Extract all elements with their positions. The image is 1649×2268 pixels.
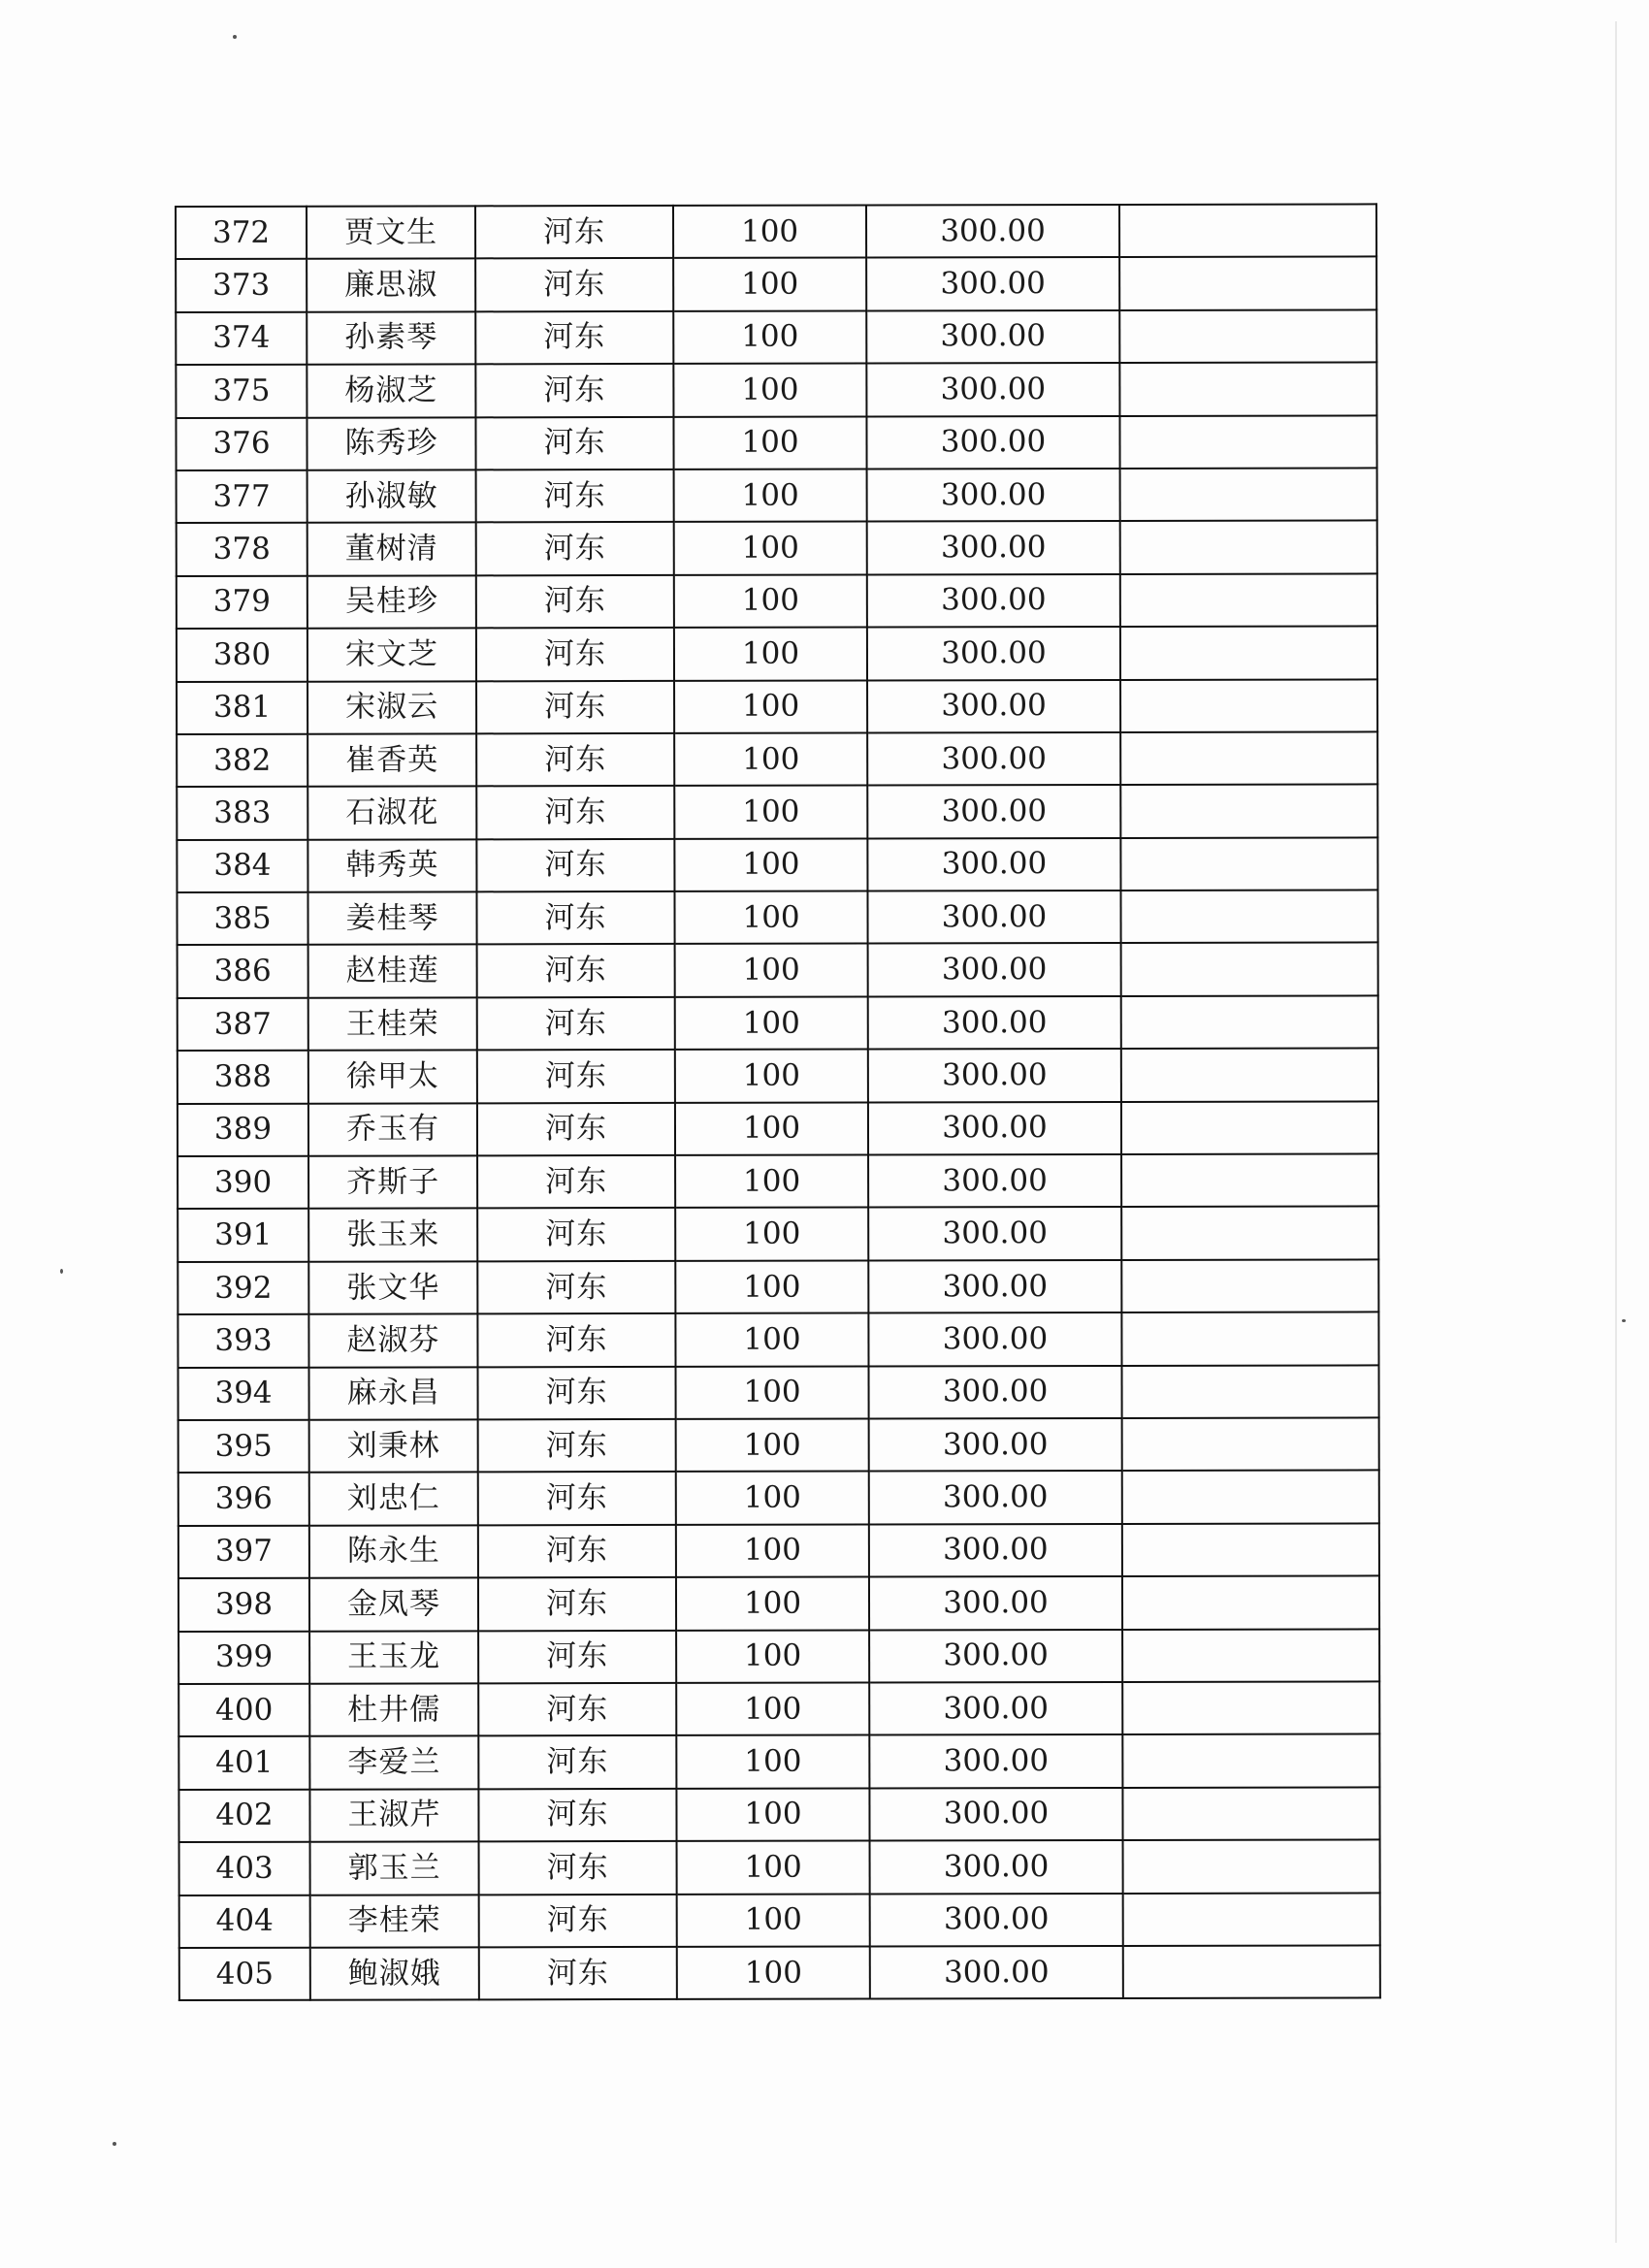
table-row: [177, 890, 1377, 945]
person-name-cell: 杜井儒: [309, 1683, 478, 1736]
amount-cell: 300.00: [867, 679, 1120, 732]
amount-cell: 300.00: [868, 1102, 1121, 1155]
table-row: [177, 627, 1377, 682]
person-name-cell: 刘忠仁: [309, 1473, 478, 1526]
quantity-cell: 100: [676, 1788, 869, 1841]
region-cell: 河东: [477, 997, 675, 1051]
amount-cell: 300.00: [868, 996, 1121, 1050]
note-cell: [1122, 1681, 1379, 1734]
person-name-cell: 姜桂琴: [307, 891, 476, 945]
table-row: [177, 573, 1377, 629]
quantity-cell: 100: [675, 996, 868, 1050]
quantity-cell: 100: [674, 522, 867, 575]
quantity-cell: 100: [675, 1260, 868, 1313]
note-cell: [1121, 1259, 1378, 1312]
quantity-cell: 100: [674, 469, 867, 522]
note-cell: [1119, 363, 1376, 416]
quantity-cell: 100: [674, 680, 867, 733]
amount-cell: 300.00: [866, 257, 1119, 310]
table-row: [178, 1365, 1379, 1420]
amount-cell: 300.00: [870, 1893, 1123, 1946]
region-cell: 河东: [478, 1630, 676, 1683]
table-row: [178, 1101, 1378, 1156]
region-cell: 河东: [477, 1050, 675, 1103]
amount-cell: 300.00: [869, 1418, 1122, 1472]
person-name-cell: 徐甲太: [308, 1051, 477, 1104]
table-row: [178, 1049, 1378, 1104]
amount-cell: 300.00: [869, 1788, 1122, 1841]
note-cell: [1121, 943, 1378, 996]
table-row: [177, 785, 1377, 840]
note-cell: [1121, 1101, 1378, 1154]
table-row: [177, 468, 1377, 523]
scan-speck: [1622, 1319, 1626, 1322]
region-cell: 河东: [478, 1735, 676, 1789]
table-row: [178, 995, 1378, 1051]
region-cell: 河东: [476, 839, 674, 892]
person-name-cell: 王淑芹: [309, 1789, 478, 1842]
amount-cell: 300.00: [868, 1049, 1121, 1102]
quantity-cell: 100: [676, 1577, 869, 1631]
person-name-cell: 鲍淑娥: [310, 1947, 479, 2000]
note-cell: [1123, 1893, 1380, 1946]
person-name-cell: 赵淑芬: [308, 1314, 477, 1368]
quantity-cell: 100: [675, 1102, 868, 1155]
note-cell: [1121, 1207, 1378, 1260]
person-name-cell: 董树清: [307, 523, 476, 576]
note-cell: [1120, 731, 1377, 785]
quantity-cell: 100: [676, 1682, 869, 1735]
note-cell: [1122, 1523, 1379, 1576]
scan-edge-line: [1615, 21, 1617, 2243]
person-name-cell: 石淑花: [307, 787, 476, 840]
amount-cell: 300.00: [866, 416, 1119, 470]
row-number-cell: 401: [178, 1736, 309, 1790]
table-row: [178, 1681, 1379, 1736]
person-name-cell: 麻永昌: [309, 1367, 478, 1420]
amount-cell: 300.00: [870, 1946, 1123, 1999]
row-number-cell: 381: [177, 681, 307, 734]
quantity-cell: 100: [673, 258, 866, 311]
note-cell: [1121, 995, 1378, 1049]
quantity-cell: 100: [675, 1155, 868, 1209]
row-number-cell: 374: [176, 311, 307, 365]
region-cell: 河东: [479, 1841, 677, 1895]
region-cell: 河东: [477, 1261, 675, 1314]
row-number-cell: 386: [178, 945, 308, 998]
note-cell: [1119, 257, 1376, 310]
person-name-cell: 杨淑芝: [307, 365, 475, 418]
quantity-cell: 100: [676, 1630, 869, 1683]
row-number-cell: 391: [178, 1209, 308, 1262]
amount-cell: 300.00: [869, 1734, 1122, 1788]
note-cell: [1122, 1365, 1379, 1418]
quantity-cell: 100: [676, 1524, 869, 1577]
note-cell: [1121, 1153, 1378, 1207]
row-number-cell: 377: [177, 470, 307, 524]
region-cell: 河东: [478, 1789, 676, 1842]
row-number-cell: 380: [177, 629, 307, 682]
table-row: [176, 204, 1376, 259]
table-row: [178, 1629, 1379, 1684]
amount-cell: 300.00: [869, 1630, 1122, 1683]
amount-cell: 300.00: [870, 1840, 1123, 1894]
row-number-cell: 375: [176, 365, 307, 418]
quantity-cell: 100: [674, 838, 867, 891]
person-name-cell: 贾文生: [307, 206, 475, 259]
table-row: [177, 521, 1377, 576]
table-row: [178, 1207, 1378, 1262]
amount-cell: 300.00: [867, 627, 1120, 680]
note-cell: [1122, 1629, 1379, 1682]
quantity-cell: 100: [677, 1894, 870, 1947]
note-cell: [1122, 1576, 1379, 1630]
scan-speck: [60, 1269, 63, 1274]
row-number-cell: 373: [176, 259, 307, 312]
table-row: [176, 257, 1376, 312]
row-number-cell: 376: [176, 417, 307, 470]
quantity-cell: 100: [674, 732, 867, 786]
quantity-cell: 100: [674, 628, 867, 681]
quantity-cell: 100: [673, 206, 866, 259]
person-name-cell: 李爱兰: [309, 1736, 478, 1790]
row-number-cell: 395: [178, 1420, 309, 1474]
row-number-cell: 384: [177, 839, 307, 892]
table-row: [176, 363, 1376, 418]
person-name-cell: 孙素琴: [307, 311, 475, 365]
amount-cell: 300.00: [866, 205, 1119, 258]
person-name-cell: 赵桂莲: [308, 945, 477, 998]
amount-cell: 300.00: [869, 1682, 1122, 1735]
table-row: [179, 1840, 1380, 1895]
person-name-cell: 齐斯子: [308, 1155, 477, 1209]
amount-cell: 300.00: [868, 943, 1121, 996]
amount-cell: 300.00: [866, 310, 1119, 364]
row-number-cell: 403: [179, 1842, 310, 1895]
person-name-cell: 孙淑敏: [307, 470, 476, 523]
region-cell: 河东: [475, 258, 673, 311]
region-cell: 河东: [475, 311, 673, 365]
quantity-cell: 100: [677, 1841, 870, 1895]
note-cell: [1123, 1840, 1380, 1894]
scan-speck: [233, 35, 237, 39]
note-cell: [1119, 309, 1376, 363]
note-cell: [1120, 521, 1377, 574]
quantity-cell: 100: [674, 574, 867, 628]
region-cell: 河东: [477, 1313, 675, 1367]
person-name-cell: 张玉来: [308, 1209, 477, 1262]
row-number-cell: 378: [177, 523, 307, 576]
roster-table-wrapper: [175, 203, 1379, 2001]
person-name-cell: 吴桂珍: [307, 575, 476, 629]
row-number-cell: 404: [179, 1895, 310, 1948]
row-number-cell: 405: [179, 1948, 310, 2001]
table-row: [178, 1153, 1378, 1209]
person-name-cell: 郭玉兰: [310, 1841, 479, 1895]
quantity-cell: 100: [676, 1735, 869, 1789]
table-row: [178, 1787, 1379, 1842]
scan-speck: [113, 2142, 116, 2146]
region-cell: 河东: [476, 891, 674, 945]
roster-table-body: [176, 204, 1380, 2000]
region-cell: 河东: [475, 416, 673, 470]
roster-table: [175, 203, 1381, 2001]
region-cell: 河东: [478, 1419, 676, 1473]
region-cell: 河东: [475, 206, 673, 259]
row-number-cell: 399: [178, 1631, 309, 1684]
person-name-cell: 张文华: [308, 1261, 477, 1314]
person-name-cell: 李桂荣: [310, 1895, 479, 1948]
region-cell: 河东: [478, 1683, 676, 1736]
region-cell: 河东: [477, 1155, 675, 1209]
note-cell: [1119, 204, 1376, 257]
amount-cell: 300.00: [869, 1576, 1122, 1630]
table-row: [178, 1417, 1379, 1473]
region-cell: 河东: [475, 364, 673, 417]
person-name-cell: 崔香英: [307, 733, 476, 787]
person-name-cell: 刘秉林: [309, 1419, 478, 1473]
row-number-cell: 382: [177, 734, 307, 788]
note-cell: [1120, 890, 1377, 943]
region-cell: 河东: [477, 1208, 675, 1261]
amount-cell: 300.00: [867, 521, 1120, 574]
row-number-cell: 387: [178, 998, 308, 1052]
table-row: [176, 415, 1376, 470]
amount-cell: 300.00: [868, 1260, 1121, 1313]
quantity-cell: 100: [675, 944, 868, 997]
region-cell: 河东: [476, 628, 674, 681]
row-number-cell: 400: [178, 1684, 309, 1737]
amount-cell: 300.00: [867, 574, 1120, 628]
person-name-cell: 王桂荣: [308, 997, 477, 1051]
note-cell: [1122, 1787, 1379, 1840]
row-number-cell: 383: [177, 787, 307, 840]
table-row: [177, 679, 1377, 734]
person-name-cell: 廉思淑: [307, 259, 475, 312]
note-cell: [1122, 1417, 1379, 1471]
person-name-cell: 陈永生: [309, 1525, 478, 1578]
row-number-cell: 402: [178, 1789, 309, 1842]
amount-cell: 300.00: [868, 1312, 1121, 1366]
table-row: [178, 1576, 1379, 1632]
table-row: [177, 837, 1377, 892]
region-cell: 河东: [479, 1947, 677, 2000]
person-name-cell: 宋文芝: [307, 628, 476, 681]
table-row: [179, 1945, 1380, 2000]
quantity-cell: 100: [676, 1418, 869, 1472]
person-name-cell: 金凤琴: [309, 1578, 478, 1632]
region-cell: 河东: [478, 1525, 676, 1578]
note-cell: [1120, 837, 1377, 891]
row-number-cell: 394: [178, 1367, 309, 1420]
quantity-cell: 100: [673, 364, 866, 417]
quantity-cell: 100: [676, 1472, 869, 1525]
row-number-cell: 389: [178, 1103, 308, 1156]
row-number-cell: 392: [178, 1262, 308, 1315]
quantity-cell: 100: [674, 891, 867, 945]
table-row: [178, 1312, 1378, 1368]
quantity-cell: 100: [675, 1050, 868, 1103]
quantity-cell: 100: [673, 310, 866, 364]
region-cell: 河东: [476, 522, 674, 575]
table-row: [178, 1259, 1378, 1314]
quantity-cell: 100: [676, 1366, 869, 1419]
row-number-cell: 379: [177, 575, 307, 629]
amount-cell: 300.00: [867, 469, 1120, 522]
note-cell: [1121, 1049, 1378, 1102]
amount-cell: 300.00: [867, 838, 1120, 891]
region-cell: 河东: [478, 1577, 676, 1631]
person-name-cell: 韩秀英: [307, 839, 476, 892]
table-row: [178, 943, 1378, 998]
amount-cell: 300.00: [868, 1154, 1121, 1208]
person-name-cell: 王玉龙: [309, 1631, 478, 1684]
note-cell: [1120, 468, 1377, 521]
amount-cell: 300.00: [867, 891, 1120, 944]
amount-cell: 300.00: [867, 785, 1120, 838]
row-number-cell: 398: [178, 1578, 309, 1632]
note-cell: [1120, 627, 1377, 680]
amount-cell: 300.00: [869, 1366, 1122, 1419]
table-row: [178, 1471, 1379, 1526]
amount-cell: 300.00: [868, 1207, 1121, 1260]
quantity-cell: 100: [675, 1208, 868, 1261]
note-cell: [1119, 415, 1376, 469]
region-cell: 河东: [477, 944, 675, 997]
table-row: [176, 309, 1376, 365]
region-cell: 河东: [476, 575, 674, 629]
person-name-cell: 宋淑云: [307, 681, 476, 734]
note-cell: [1123, 1945, 1380, 1998]
quantity-cell: 100: [674, 786, 867, 839]
row-number-cell: 385: [177, 892, 307, 946]
quantity-cell: 100: [677, 1946, 870, 1999]
region-cell: 河东: [479, 1894, 677, 1947]
row-number-cell: 397: [178, 1525, 309, 1578]
table-row: [178, 1734, 1379, 1790]
row-number-cell: 396: [178, 1473, 309, 1526]
region-cell: 河东: [478, 1472, 676, 1525]
amount-cell: 300.00: [869, 1471, 1122, 1524]
row-number-cell: 372: [176, 207, 307, 260]
note-cell: [1120, 785, 1377, 838]
amount-cell: 300.00: [866, 363, 1119, 416]
region-cell: 河东: [478, 1367, 676, 1420]
region-cell: 河东: [476, 680, 674, 733]
region-cell: 河东: [476, 786, 674, 839]
row-number-cell: 393: [178, 1314, 308, 1368]
region-cell: 河东: [476, 733, 674, 787]
table-row: [178, 1523, 1379, 1578]
note-cell: [1121, 1312, 1378, 1366]
amount-cell: 300.00: [869, 1524, 1122, 1577]
note-cell: [1120, 679, 1377, 732]
region-cell: 河东: [477, 1103, 675, 1156]
note-cell: [1122, 1471, 1379, 1524]
note-cell: [1122, 1734, 1379, 1788]
row-number-cell: 388: [178, 1051, 308, 1104]
person-name-cell: 陈秀珍: [307, 417, 475, 470]
quantity-cell: 100: [673, 416, 866, 470]
region-cell: 河东: [476, 470, 674, 523]
amount-cell: 300.00: [867, 732, 1120, 786]
person-name-cell: 乔玉有: [308, 1103, 477, 1156]
quantity-cell: 100: [675, 1313, 868, 1367]
row-number-cell: 390: [178, 1156, 308, 1210]
note-cell: [1120, 573, 1377, 627]
table-row: [177, 731, 1377, 787]
table-row: [179, 1893, 1380, 1948]
